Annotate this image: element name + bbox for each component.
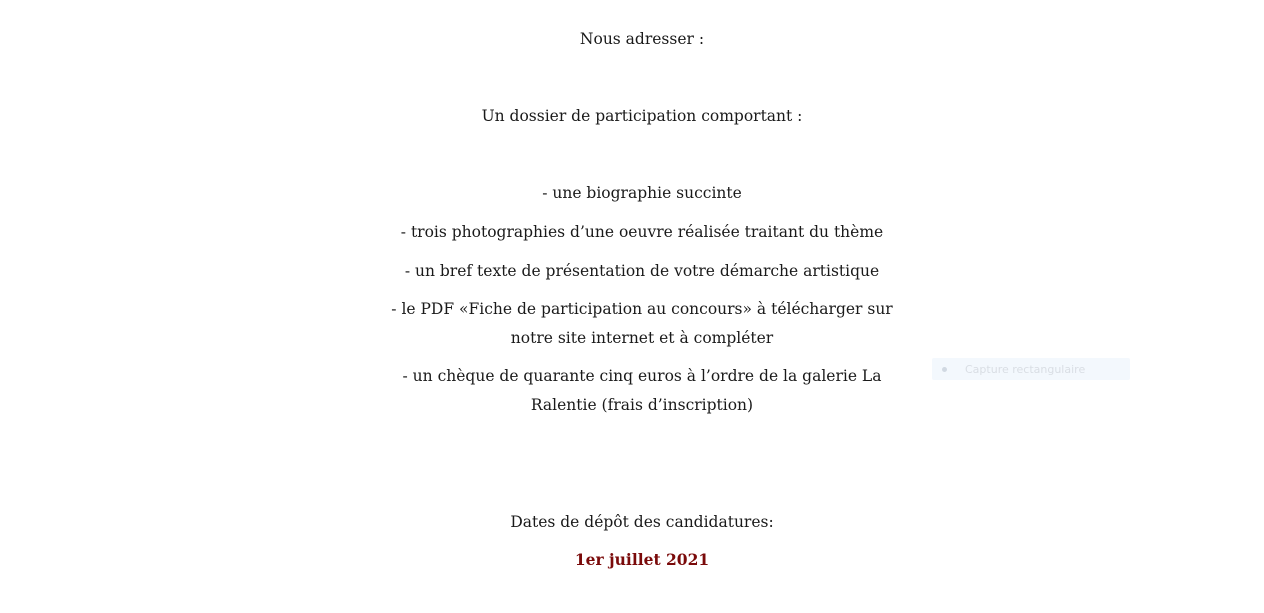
deadline-date: 1er juillet 2021 bbox=[574, 550, 710, 569]
dates-heading: Dates de dépôt des candidatures: bbox=[510, 513, 774, 531]
contact-heading: Nous adresser : bbox=[579, 30, 705, 48]
list-item-photographs: - trois photographies d’une oeuvre réalisée traitant du thème bbox=[400, 223, 884, 241]
list-item-presentation-text: - un bref texte de présentation de votre démarche artistique bbox=[404, 262, 880, 280]
capture-tooltip bbox=[932, 358, 1130, 380]
list-item-biography: - une biographie succinte bbox=[542, 184, 742, 202]
dossier-intro: Un dossier de participation comportant : bbox=[481, 107, 803, 125]
capture-label: Capture rectangulaire bbox=[965, 362, 1086, 376]
list-item-cheque: - un chèque de quarante cinq euros à l’ordre de la galerie La Ralentie (frais d’inscription) bbox=[402, 367, 882, 414]
list-item-pdf-form: - le PDF «Fiche de participation au concours» à télécharger sur notre site internet et à compléter bbox=[391, 300, 893, 347]
capture-dot-icon bbox=[942, 367, 947, 372]
